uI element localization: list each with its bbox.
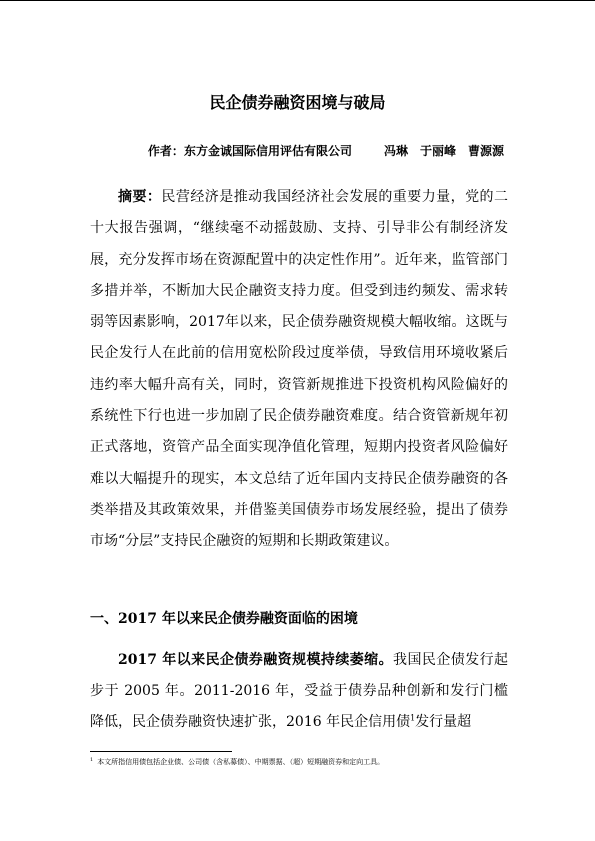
document-title: 民企债券融资困境与破局 xyxy=(209,93,386,112)
author-label: 作者： xyxy=(147,144,184,158)
abstract-paragraph xyxy=(90,182,508,558)
footnote-text: 本文所指信用债包括企业债、公司债（含私募债）、中期票据、（超）短期融资券和定向工具。 xyxy=(97,758,385,766)
author-name: 冯琳 xyxy=(383,144,408,158)
paragraph-text-continued: 发行量超 xyxy=(415,714,472,730)
body-paragraph xyxy=(90,645,508,738)
author-name: 曹源源 xyxy=(467,144,504,158)
page-top-border xyxy=(0,0,595,1)
author-line xyxy=(148,143,504,159)
section-heading: 一、2017 年以来民企债券融资面临的困境 xyxy=(90,611,358,627)
author-organization: 东方金诚国际信用评估有限公司 xyxy=(183,144,352,158)
author-name: 于丽峰 xyxy=(419,144,456,158)
paragraph-text: 我国民企债发行起步于 2005 年。2011-2016 年，受益于债券品种创新和发行门槛降低，民企债券融资快速扩张，2016 年民企信用债 xyxy=(90,652,509,730)
footnote xyxy=(90,757,384,767)
abstract-label: 摘要： xyxy=(118,189,162,205)
footnote-marker: 1 xyxy=(90,756,94,763)
abstract-text: 民营经济是推动我国经济社会发展的重要力量，党的二十大报告强调，“继续毫不动摇鼓励、支持、引导非公有制经济发展，充分发挥市场在资源配置中的决定性作用”。近年来，监管部门多措并举，不断加大民企融资支持力度。但受到违约频发、需求转弱等因素影响，2017年以来，民企债券融资规模大幅收缩。这既与民企发行人在此前的信用宽松阶段过度举债，导致信用环境收紧后违约率大幅升高有关，同时，资管新规推进下投资机构风险偏好的系统性下行也进一步加剧了民企债券融资难度。结合资管新规年初正式落地，资管产品全面实现净值化管理，短期内投资者风险偏好难以大幅提升的现实，本文总结了近年国内支持民企债券融资的各类举措及其政策效果，并借鉴美国债券市场发展经验，提出了债券市场“分层”支持民企融资的短期和长期政策建议。 xyxy=(90,189,509,550)
paragraph-lead-sentence: 2017 年以来民企债券融资规模持续萎缩。 xyxy=(118,652,394,668)
footnote-separator xyxy=(90,751,232,752)
footnote-reference[interactable]: 1 xyxy=(410,713,416,723)
